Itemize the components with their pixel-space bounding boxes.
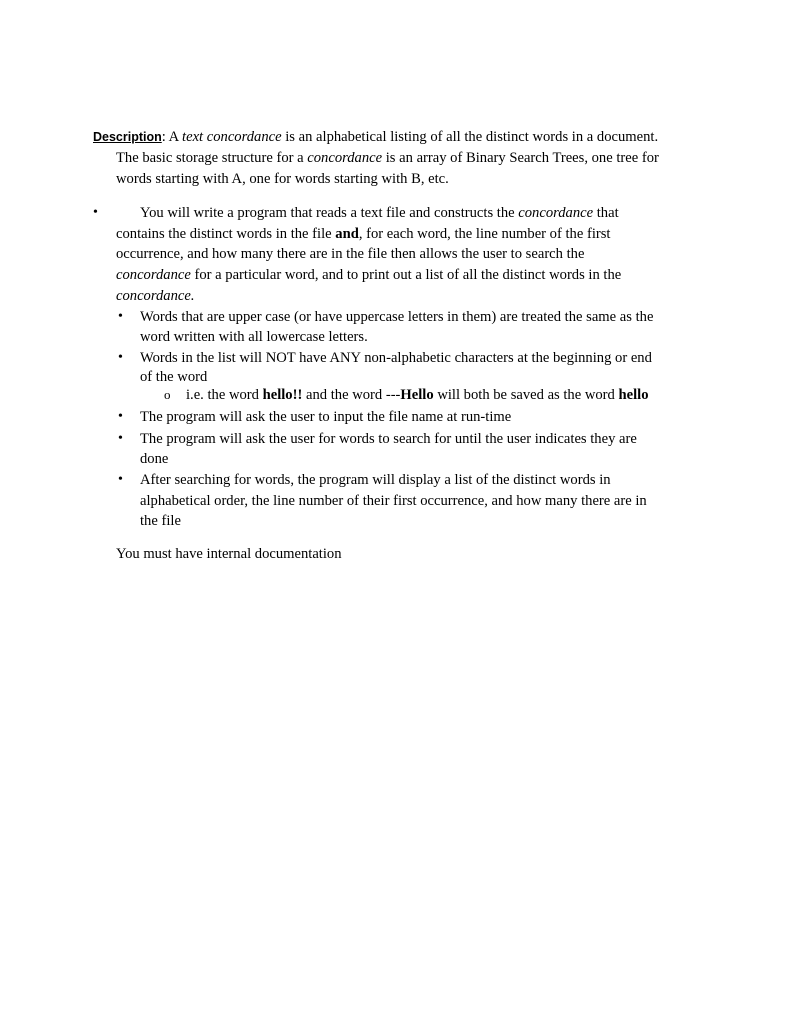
main-bullet-line-5: concordance. — [116, 288, 195, 304]
main-bullet-line-4: concordance for a particular word, and to print out a list of all the distinct words in the — [116, 267, 622, 283]
sub-bullet-1-line-1: Words that are upper case (or have uppercase letters in them) are treated the same as the — [140, 309, 654, 325]
sub-bullet-2-line-1: Words in the list will NOT have ANY non-alphabetic characters at the beginning or end — [140, 350, 652, 366]
main-bullet-line-3: occurrence, and how many there are in the file then allows the user to search the — [116, 246, 585, 262]
sub-sub-bullet-line: i.e. the word hello!! and the word ---Hello will both be saved as the word hello — [186, 387, 649, 403]
sub-bullet-5-line-3: the file — [140, 513, 181, 529]
sub-bullet-3-line-1: The program will ask the user to input the file name at run-time — [140, 409, 512, 425]
sub-bullet-2-line-2: of the word — [140, 369, 208, 385]
sub-bullet-4-line-1: The program will ask the user for words to search for until the user indicates they are — [140, 431, 637, 447]
sub-bullet-5-line-2: alphabetical order, the line number of their first occurrence, and how many there are in — [140, 493, 647, 509]
main-bullet-line-2: contains the distinct words in the file and, for each word, the line number of the first — [116, 226, 611, 242]
bullet-marker: • — [118, 472, 123, 487]
sub-bullet-5-line-1: After searching for words, the program will display a list of the distinct words in — [140, 472, 611, 488]
description-line-3: words starting with A, one for words starting with B, etc. — [116, 171, 449, 187]
bullet-marker: • — [118, 350, 123, 365]
circle-bullet-marker: o — [164, 387, 171, 402]
description-line-1: Description: A text concordance is an alphabetical listing of all the distinct words in a document. — [93, 129, 659, 145]
bullet-marker: • — [118, 409, 123, 424]
description-line-2: The basic storage structure for a concordance is an array of Binary Search Trees, one tree for — [116, 150, 659, 166]
bullet-marker: • — [93, 205, 98, 220]
description-label: Description — [93, 130, 162, 144]
internal-documentation-note: You must have internal documentation — [116, 546, 342, 562]
bullet-marker: • — [118, 309, 123, 324]
bullet-marker: • — [118, 431, 123, 446]
sub-bullet-4-line-2: done — [140, 451, 169, 467]
sub-bullet-1-line-2: word written with all lowercase letters. — [140, 329, 368, 345]
main-bullet-line-1: You will write a program that reads a text file and constructs the concordance that — [140, 205, 619, 221]
